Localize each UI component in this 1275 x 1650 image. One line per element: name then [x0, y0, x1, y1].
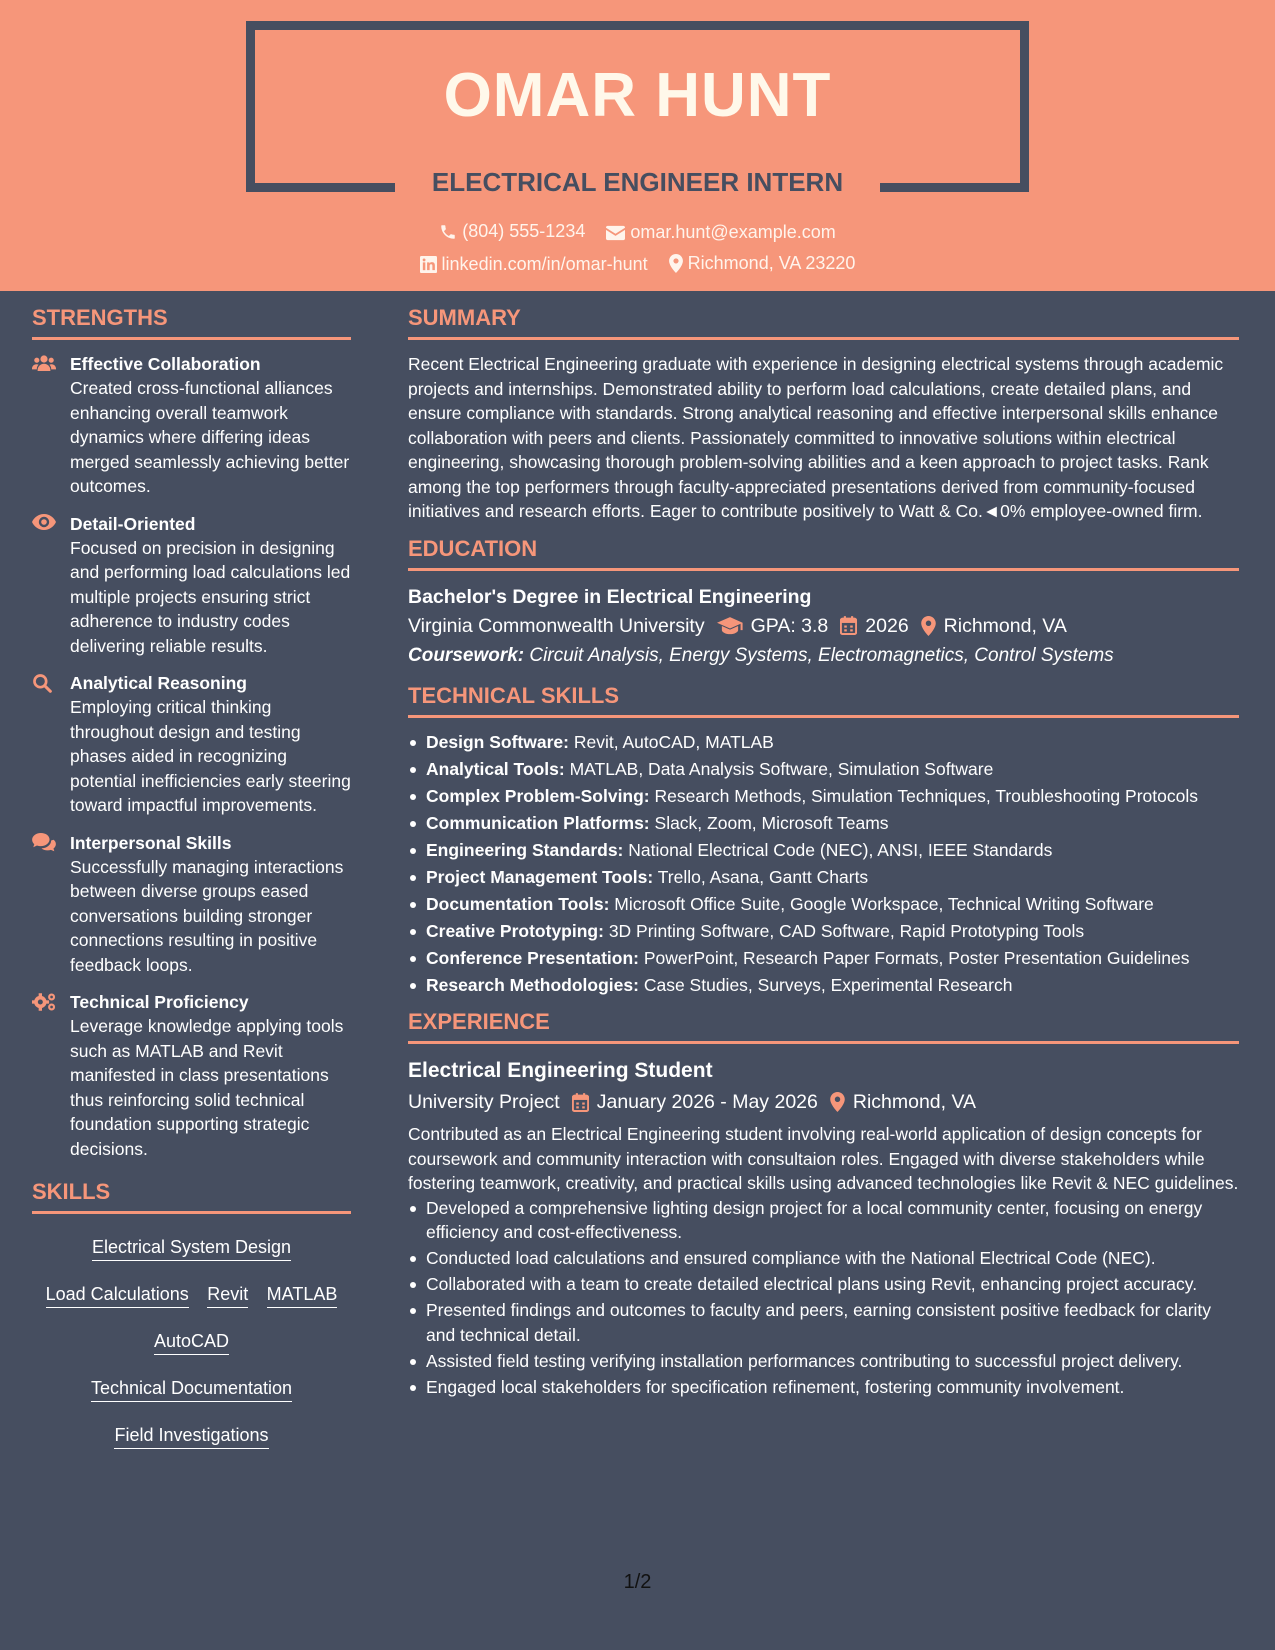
strength-desc: Leverage knowledge applying tools such as MATLAB and Revit manifested in class presentations thus reinforcing solid technical foundation supporting strategic decisions. [70, 1016, 344, 1159]
experience-org: University Project [408, 1091, 560, 1113]
skills-list [32, 1226, 351, 1449]
list-item: Conducted load calculations and ensured compliance with the National Electrical Code (NEC). [408, 1246, 1239, 1271]
phone-text: (804) 555-1234 [462, 221, 586, 241]
experience-title: Electrical Engineering Student [408, 1059, 713, 1082]
experience-details [408, 1086, 1239, 1118]
map-marker-icon [830, 1092, 845, 1112]
list-item [408, 838, 1239, 863]
tech-skill-label: Project Management Tools: [426, 866, 654, 887]
strength-desc: Created cross-functional alliances enhancing overall teamwork dynamics where differing ideas merged seamlessly achieving better outcomes. [70, 378, 350, 496]
list-item [408, 946, 1239, 971]
graduation-cap-icon [717, 617, 743, 635]
skill-tag: Technical Documentation [91, 1377, 292, 1402]
strength-desc: Employing critical thinking throughout design and testing phases aided in recognizing potential inefficiencies early steering toward impactful improvements. [70, 697, 351, 815]
strength-desc: Focused on precision in designing and performing load calculations led multiple projects ensuring strict adherence to industry codes delivering reliable results. [70, 537, 351, 656]
technical-skills-list [408, 730, 1239, 998]
strength-item [32, 671, 351, 818]
skill-tag: Field Investigations [114, 1424, 268, 1449]
list-item: Presented findings and outcomes to faculty and peers, earning consistent positive feedback for clarity and technical detail. [408, 1298, 1239, 1347]
list-item: Developed a comprehensive lighting design project for a local community center, focusing on energy efficiency and cost-effectiveness. [408, 1196, 1239, 1245]
strength-title: Analytical Reasoning [70, 673, 247, 693]
strength-item [32, 990, 351, 1161]
list-item [408, 811, 1239, 836]
education-heading: EDUCATION [408, 536, 1239, 571]
strength-desc: Successfully managing interactions between diverse groups eased conversations building stronger connections resulting in positive feedback loops. [70, 856, 344, 975]
linkedin-text: linkedin.com/in/omar-hunt [441, 254, 648, 274]
right-column [408, 305, 1239, 1401]
location-text: Richmond, VA 23220 [687, 253, 856, 273]
skills-row [32, 1377, 351, 1402]
list-item [408, 730, 1239, 755]
skills-row [32, 1236, 351, 1261]
strength-title: Detail-Oriented [70, 513, 196, 534]
tech-skill-value: MATLAB, Data Analysis Software, Simulation Software [569, 758, 994, 779]
candidate-name: OMAR HUNT [443, 61, 832, 130]
strength-item [32, 831, 351, 978]
experience-location: Richmond, VA [852, 1091, 977, 1113]
tech-skill-value: Revit, AutoCAD, MATLAB [573, 731, 774, 752]
tech-skill-label: Research Methodologies: [426, 974, 639, 995]
experience-heading: EXPERIENCE [408, 1009, 1239, 1044]
tech-skill-label: Communication Platforms: [426, 812, 650, 833]
education-location: Richmond, VA [943, 614, 1067, 637]
tech-skill-label: Analytical Tools: [426, 758, 565, 779]
education-details [408, 611, 1239, 641]
skills-row [32, 1330, 351, 1355]
skill-tag: Load Calculations [46, 1283, 189, 1308]
left-column [32, 305, 351, 1471]
education-gpa: GPA: 3.8 [750, 614, 829, 637]
summary-text: Recent Electrical Engineering graduate with experience in designing electrical systems through academic projects and internships. Demonstrated ability to perform load calculations, create detailed plans, and ensure compliance with standards. Strong analytical reasoning and effective interpersonal skills enhance collaboration with peers and clients. Passionately committed to innovative solutions within electrical engineering, showcasing thorough problem-solving abilities and a keen approach to project tasks. Rank among the top performers through faculty-appreciated presentations derived from community-focused initiatives and research efforts. Eager to contribute positively to Watt & Co.◄0% employee-owned firm. [408, 354, 1224, 521]
list-item: Assisted field testing verifying installation performances contributing to successful project delivery. [408, 1349, 1239, 1374]
contact-location [669, 253, 856, 274]
tech-skill-value: Trello, Asana, Gantt Charts [657, 866, 869, 887]
resume-header [0, 0, 1275, 291]
tech-skill-value: PowerPoint, Research Paper Formats, Poster Presentation Guidelines [643, 947, 1190, 968]
tech-skill-label: Documentation Tools: [426, 893, 610, 914]
list-item [408, 784, 1239, 809]
search-icon [32, 673, 52, 693]
list-item [408, 865, 1239, 890]
contact-row-1 [0, 221, 1275, 246]
strength-title: Technical Proficiency [70, 992, 249, 1012]
experience-dates: January 2026 - May 2026 [596, 1091, 818, 1113]
map-marker-icon [669, 254, 683, 273]
experience-description: Contributed as an Electrical Engineering student involving real-world application of design concepts for coursework and community interaction with consultaion roles. Engaged with diverse stakeholders while fostering teamwork, creativity, and practical skills using advanced technologies like Revit & NEC guidelines. [408, 1124, 1239, 1193]
skills-heading: SKILLS [32, 1179, 351, 1214]
map-marker-icon [921, 616, 936, 636]
contact-email[interactable] [606, 222, 835, 243]
page-number: 1/2 [623, 1571, 652, 1593]
tech-skill-label: Design Software: [426, 731, 569, 752]
tech-skill-label: Conference Presentation: [426, 947, 639, 968]
gears-icon [32, 992, 57, 1012]
eye-icon [32, 514, 56, 530]
strength-title: Effective Collaboration [70, 354, 261, 374]
coursework [408, 641, 1239, 671]
strength-item [32, 352, 351, 499]
list-item: Engaged local stakeholders for specification refinement, fostering community involvement. [408, 1375, 1239, 1400]
education-degree: Bachelor's Degree in Electrical Engineering [408, 585, 812, 608]
list-item [408, 757, 1239, 782]
skill-tag: Electrical System Design [92, 1236, 291, 1261]
phone-icon [439, 223, 457, 241]
calendar-icon [572, 1093, 589, 1112]
linkedin-icon [420, 256, 437, 273]
tech-skill-value: 3D Printing Software, CAD Software, Rapid Prototyping Tools [608, 920, 1085, 941]
skill-tag: AutoCAD [154, 1330, 229, 1355]
candidate-title: ELECTRICAL ENGINEER INTERN [431, 167, 844, 197]
technical-skills-heading: TECHNICAL SKILLS [408, 683, 1239, 718]
contact-phone [439, 221, 585, 242]
tech-skill-value: Slack, Zoom, Microsoft Teams [654, 812, 889, 833]
list-item [408, 892, 1239, 917]
skill-tag: MATLAB [267, 1283, 338, 1308]
calendar-icon [840, 616, 857, 635]
strength-item [32, 512, 351, 659]
coursework-list: Circuit Analysis, Energy Systems, Electromagnetics, Control Systems [529, 644, 1114, 666]
list-item [408, 919, 1239, 944]
list-item: Collaborated with a team to create detailed electrical plans using Revit, enhancing project accuracy. [408, 1272, 1239, 1297]
skills-row [32, 1424, 351, 1449]
skills-row [32, 1283, 351, 1308]
education-year: 2026 [865, 614, 909, 637]
summary-heading: SUMMARY [408, 305, 1239, 340]
coursework-label: Coursework: [408, 644, 525, 666]
tech-skill-label: Complex Problem-Solving: [426, 785, 650, 806]
tech-skill-label: Creative Prototyping: [426, 920, 604, 941]
tech-skill-value: Research Methods, Simulation Techniques, Troubleshooting Protocols [654, 785, 1198, 806]
education-school: Virginia Commonwealth University [408, 614, 705, 637]
tech-skill-label: Engineering Standards: [426, 839, 624, 860]
skill-tag: Revit [207, 1283, 248, 1308]
experience-bullets [408, 1196, 1239, 1400]
strength-title: Interpersonal Skills [70, 832, 232, 853]
users-icon [32, 354, 56, 372]
comments-icon [32, 833, 56, 852]
envelope-icon [606, 225, 625, 241]
tech-skill-value: Microsoft Office Suite, Google Workspace, Technical Writing Software [614, 893, 1154, 914]
tech-skill-value: Case Studies, Surveys, Experimental Research [643, 974, 1013, 995]
email-text: omar.hunt@example.com [630, 222, 836, 242]
strengths-heading: STRENGTHS [32, 305, 351, 340]
contact-linkedin[interactable] [420, 254, 648, 275]
tech-skill-value: National Electrical Code (NEC), ANSI, IEEE Standards [628, 839, 1053, 860]
contact-row-2 [0, 253, 1275, 278]
list-item [408, 973, 1239, 998]
